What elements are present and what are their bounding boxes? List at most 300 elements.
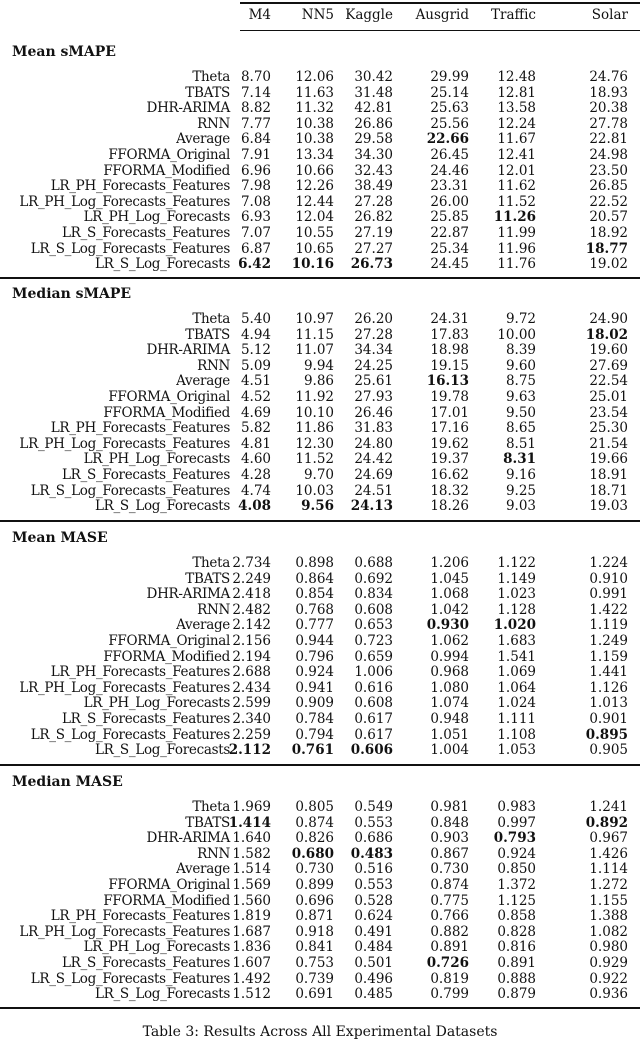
cell-solar: 0.991 bbox=[589, 586, 628, 603]
row-label: FFORMA_Modified bbox=[103, 892, 230, 909]
table-row bbox=[0, 209, 640, 225]
table-row bbox=[0, 971, 640, 987]
cell-kaggle: 0.834 bbox=[354, 586, 393, 603]
cell-traffic: 0.816 bbox=[497, 939, 536, 956]
cell-nn5: 9.56 bbox=[301, 498, 334, 515]
table-row bbox=[0, 436, 640, 452]
cell-nn5: 0.924 bbox=[295, 664, 334, 681]
row-label: DHR-ARIMA bbox=[146, 100, 230, 117]
cell-ausgrid: 1.074 bbox=[430, 695, 469, 712]
cell-nn5: 11.86 bbox=[295, 420, 334, 437]
cell-kaggle: 0.516 bbox=[354, 861, 393, 878]
cell-traffic: 0.924 bbox=[497, 845, 536, 862]
cell-kaggle: 27.28 bbox=[354, 193, 393, 210]
cell-kaggle: 0.608 bbox=[354, 695, 393, 712]
cell-m4: 1.514 bbox=[232, 861, 271, 878]
cell-traffic: 1.372 bbox=[497, 877, 536, 893]
table-row bbox=[0, 225, 640, 241]
cell-kaggle: 0.485 bbox=[354, 986, 393, 1003]
row-label: LR_PH_Log_Forecasts bbox=[83, 939, 230, 956]
cell-m4: 7.98 bbox=[240, 178, 271, 195]
cell-ausgrid: 0.882 bbox=[430, 923, 469, 940]
cell-solar: 1.388 bbox=[589, 908, 628, 925]
table-row bbox=[0, 69, 640, 85]
table-row bbox=[0, 342, 640, 358]
cell-ausgrid: 19.62 bbox=[430, 435, 469, 452]
row-label: LR_S_Log_Forecasts bbox=[94, 742, 230, 759]
table-row bbox=[0, 893, 640, 909]
cell-solar: 1.422 bbox=[589, 601, 628, 618]
table-row bbox=[0, 602, 640, 618]
table-row bbox=[0, 799, 640, 815]
cell-solar: 0.905 bbox=[589, 742, 628, 759]
cell-nn5: 12.04 bbox=[295, 209, 334, 226]
cell-ausgrid: 17.01 bbox=[430, 404, 469, 421]
cell-ausgrid: 25.34 bbox=[430, 240, 469, 257]
cell-m4: 2.734 bbox=[232, 555, 271, 571]
cell-ausgrid: 0.726 bbox=[426, 955, 469, 971]
cell-traffic: 9.63 bbox=[505, 389, 536, 405]
row-label: LR_S_Forecasts_Features bbox=[62, 955, 230, 971]
cell-nn5: 10.38 bbox=[295, 115, 334, 132]
cell-nn5: 10.97 bbox=[295, 311, 334, 327]
cell-m4: 8.70 bbox=[240, 69, 271, 85]
cell-ausgrid: 24.46 bbox=[430, 162, 469, 179]
cell-nn5: 10.16 bbox=[291, 256, 334, 273]
cell-kaggle: 31.83 bbox=[354, 420, 393, 437]
cell-m4: 1.512 bbox=[232, 986, 271, 1003]
row-label: LR_PH_Log_Forecasts_Features bbox=[19, 679, 230, 696]
cell-traffic: 11.67 bbox=[497, 131, 536, 148]
cell-traffic: 12.24 bbox=[497, 115, 536, 132]
row-label: LR_PH_Forecasts_Features bbox=[50, 908, 230, 925]
row-label: Theta bbox=[192, 311, 230, 327]
cell-traffic: 0.891 bbox=[497, 955, 536, 971]
cell-traffic: 1.108 bbox=[497, 726, 536, 743]
row-label: Theta bbox=[192, 799, 230, 815]
table-row bbox=[0, 358, 640, 374]
cell-m4: 1.640 bbox=[232, 830, 271, 847]
cell-kaggle: 26.86 bbox=[354, 115, 393, 132]
table-row bbox=[0, 986, 640, 1002]
row-label: RNN bbox=[197, 845, 230, 862]
cell-traffic: 8.51 bbox=[505, 435, 536, 452]
cell-nn5: 11.92 bbox=[295, 389, 334, 405]
row-label: LR_PH_Log_Forecasts bbox=[83, 209, 230, 226]
cell-ausgrid: 1.045 bbox=[430, 570, 469, 587]
table-row bbox=[0, 617, 640, 633]
cell-solar: 24.90 bbox=[589, 311, 628, 327]
row-label: FFORMA_Original bbox=[108, 389, 230, 405]
cell-kaggle: 0.549 bbox=[354, 799, 393, 815]
cell-solar: 22.54 bbox=[589, 373, 628, 390]
table-row bbox=[0, 680, 640, 696]
cell-nn5: 0.784 bbox=[295, 711, 334, 727]
cell-ausgrid: 0.994 bbox=[430, 648, 469, 665]
cell-solar: 23.54 bbox=[589, 404, 628, 421]
cell-ausgrid: 0.799 bbox=[430, 986, 469, 1003]
cell-solar: 1.249 bbox=[589, 633, 628, 649]
row-label: LR_PH_Log_Forecasts_Features bbox=[19, 923, 230, 940]
table-row bbox=[0, 420, 640, 436]
row-label: LR_S_Log_Forecasts_Features bbox=[30, 970, 230, 987]
cell-m4: 1.492 bbox=[232, 970, 271, 987]
cell-kaggle: 27.93 bbox=[354, 389, 393, 405]
cell-nn5: 12.44 bbox=[295, 193, 334, 210]
cell-kaggle: 0.686 bbox=[354, 830, 393, 847]
header-rule bbox=[240, 30, 640, 31]
table-row bbox=[0, 483, 640, 499]
cell-traffic: 9.60 bbox=[505, 357, 536, 374]
cell-m4: 4.81 bbox=[240, 435, 271, 452]
table-row bbox=[0, 924, 640, 940]
cell-m4: 2.259 bbox=[232, 726, 271, 743]
cell-solar: 18.71 bbox=[589, 482, 628, 499]
cell-nn5: 0.854 bbox=[295, 586, 334, 603]
cell-nn5: 12.30 bbox=[295, 435, 334, 452]
cell-kaggle: 26.20 bbox=[354, 311, 393, 327]
cell-traffic: 1.069 bbox=[497, 664, 536, 681]
table-row bbox=[0, 85, 640, 101]
cell-traffic: 9.16 bbox=[505, 467, 536, 483]
cell-traffic: 0.858 bbox=[497, 908, 536, 925]
row-label: LR_S_Log_Forecasts_Features bbox=[30, 482, 230, 499]
cell-solar: 1.155 bbox=[589, 892, 628, 909]
cell-m4: 6.42 bbox=[238, 256, 271, 273]
table-row bbox=[0, 131, 640, 147]
cell-solar: 1.082 bbox=[589, 923, 628, 940]
cell-m4: 4.51 bbox=[240, 373, 271, 390]
cell-m4: 2.194 bbox=[232, 648, 271, 665]
cell-traffic: 11.96 bbox=[497, 240, 536, 257]
cell-solar: 0.967 bbox=[589, 830, 628, 847]
row-label: FFORMA_Original bbox=[108, 147, 230, 163]
table-row bbox=[0, 116, 640, 132]
cell-nn5: 0.898 bbox=[295, 555, 334, 571]
cell-kaggle: 0.616 bbox=[354, 679, 393, 696]
table-row bbox=[0, 727, 640, 743]
cell-ausgrid: 0.766 bbox=[430, 908, 469, 925]
cell-traffic: 1.125 bbox=[497, 892, 536, 909]
cell-nn5: 13.34 bbox=[295, 147, 334, 163]
cell-solar: 1.126 bbox=[589, 679, 628, 696]
cell-kaggle: 25.61 bbox=[354, 373, 393, 390]
cell-solar: 0.980 bbox=[589, 939, 628, 956]
table-row bbox=[0, 194, 640, 210]
row-label: RNN bbox=[197, 601, 230, 618]
cell-solar: 1.441 bbox=[589, 664, 628, 681]
cell-nn5: 0.739 bbox=[295, 970, 334, 987]
cell-traffic: 1.023 bbox=[497, 586, 536, 603]
cell-ausgrid: 0.874 bbox=[430, 877, 469, 893]
cell-nn5: 11.63 bbox=[295, 84, 334, 101]
cell-m4: 2.434 bbox=[232, 679, 271, 696]
cell-ausgrid: 24.31 bbox=[430, 311, 469, 327]
cell-m4: 1.582 bbox=[232, 845, 271, 862]
cell-ausgrid: 0.948 bbox=[430, 711, 469, 727]
cell-m4: 6.87 bbox=[240, 240, 271, 257]
cell-ausgrid: 18.26 bbox=[430, 498, 469, 515]
cell-traffic: 12.48 bbox=[497, 69, 536, 85]
cell-m4: 2.482 bbox=[232, 601, 271, 618]
cell-solar: 0.895 bbox=[585, 726, 628, 743]
cell-ausgrid: 25.85 bbox=[430, 209, 469, 226]
table-row bbox=[0, 861, 640, 877]
cell-kaggle: 27.27 bbox=[354, 240, 393, 257]
cell-kaggle: 0.617 bbox=[354, 711, 393, 727]
cell-solar: 1.241 bbox=[589, 799, 628, 815]
cell-nn5: 0.826 bbox=[295, 830, 334, 847]
cell-m4: 7.91 bbox=[240, 147, 271, 163]
cell-ausgrid: 0.981 bbox=[430, 799, 469, 815]
row-label: FFORMA_Modified bbox=[103, 648, 230, 665]
cell-ausgrid: 0.968 bbox=[430, 664, 469, 681]
cell-kaggle: 30.42 bbox=[354, 69, 393, 85]
cell-ausgrid: 1.042 bbox=[430, 601, 469, 618]
top-rule bbox=[240, 2, 640, 4]
table-caption: Table 3: Results Across All Experimental Datasets bbox=[142, 1024, 498, 1040]
cell-traffic: 1.149 bbox=[497, 570, 536, 587]
cell-kaggle: 26.73 bbox=[350, 256, 393, 273]
cell-solar: 22.52 bbox=[589, 193, 628, 210]
cell-kaggle: 27.28 bbox=[354, 326, 393, 343]
cell-traffic: 10.00 bbox=[497, 326, 536, 343]
cell-traffic: 1.128 bbox=[497, 601, 536, 618]
table-row bbox=[0, 389, 640, 405]
cell-m4: 6.93 bbox=[240, 209, 271, 226]
cell-m4: 4.60 bbox=[240, 451, 271, 468]
cell-kaggle: 0.553 bbox=[354, 814, 393, 831]
cell-traffic: 1.020 bbox=[493, 617, 536, 634]
cell-kaggle: 26.82 bbox=[354, 209, 393, 226]
cell-kaggle: 0.501 bbox=[354, 955, 393, 971]
cell-m4: 4.08 bbox=[238, 498, 271, 515]
table-row bbox=[0, 100, 640, 116]
cell-m4: 6.96 bbox=[240, 162, 271, 179]
table-row bbox=[0, 241, 640, 257]
cell-traffic: 0.879 bbox=[497, 986, 536, 1003]
cell-m4: 4.52 bbox=[240, 389, 271, 405]
cell-solar: 25.30 bbox=[589, 420, 628, 437]
row-label: Average bbox=[176, 861, 230, 878]
cell-ausgrid: 22.87 bbox=[430, 225, 469, 241]
cell-kaggle: 1.006 bbox=[354, 664, 393, 681]
table-row bbox=[0, 830, 640, 846]
cell-m4: 2.249 bbox=[232, 570, 271, 587]
cell-m4: 2.418 bbox=[232, 586, 271, 603]
cell-kaggle: 38.49 bbox=[354, 178, 393, 195]
cell-m4: 5.40 bbox=[240, 311, 271, 327]
cell-solar: 18.91 bbox=[589, 467, 628, 483]
cell-nn5: 11.32 bbox=[295, 100, 334, 117]
cell-kaggle: 0.528 bbox=[354, 892, 393, 909]
cell-solar: 19.03 bbox=[589, 498, 628, 515]
cell-solar: 1.013 bbox=[589, 695, 628, 712]
cell-ausgrid: 1.080 bbox=[430, 679, 469, 696]
cell-ausgrid: 19.37 bbox=[430, 451, 469, 468]
row-label: DHR-ARIMA bbox=[146, 342, 230, 359]
cell-nn5: 0.768 bbox=[295, 601, 334, 618]
cell-ausgrid: 1.068 bbox=[430, 586, 469, 603]
cell-solar: 23.50 bbox=[589, 162, 628, 179]
section-rule bbox=[0, 764, 640, 766]
cell-nn5: 0.805 bbox=[295, 799, 334, 815]
column-header-ausgrid: Ausgrid bbox=[415, 7, 469, 23]
cell-solar: 0.901 bbox=[589, 711, 628, 727]
cell-solar: 0.936 bbox=[589, 986, 628, 1003]
table-row bbox=[0, 877, 640, 893]
table-row bbox=[0, 649, 640, 665]
cell-ausgrid: 19.15 bbox=[430, 357, 469, 374]
cell-m4: 1.687 bbox=[232, 923, 271, 940]
cell-ausgrid: 16.62 bbox=[430, 467, 469, 483]
cell-m4: 1.569 bbox=[232, 877, 271, 893]
cell-traffic: 13.58 bbox=[497, 100, 536, 117]
cell-ausgrid: 0.819 bbox=[430, 970, 469, 987]
cell-traffic: 9.03 bbox=[505, 498, 536, 515]
cell-traffic: 9.25 bbox=[505, 482, 536, 499]
row-label: TBATS bbox=[185, 814, 230, 831]
row-label: RNN bbox=[197, 357, 230, 374]
cell-solar: 18.93 bbox=[589, 84, 628, 101]
cell-kaggle: 24.80 bbox=[354, 435, 393, 452]
row-label: Average bbox=[176, 131, 230, 148]
cell-solar: 18.92 bbox=[589, 225, 628, 241]
table-row bbox=[0, 633, 640, 649]
row-label: LR_PH_Log_Forecasts bbox=[83, 695, 230, 712]
cell-ausgrid: 1.062 bbox=[430, 633, 469, 649]
cell-solar: 0.910 bbox=[589, 570, 628, 587]
cell-m4: 2.112 bbox=[228, 742, 271, 759]
cell-nn5: 0.918 bbox=[295, 923, 334, 940]
row-label: TBATS bbox=[185, 84, 230, 101]
cell-m4: 7.07 bbox=[240, 225, 271, 241]
row-label: LR_S_Log_Forecasts_Features bbox=[30, 240, 230, 257]
cell-m4: 7.77 bbox=[240, 115, 271, 132]
row-label: LR_S_Forecasts_Features bbox=[62, 225, 230, 241]
cell-kaggle: 34.34 bbox=[354, 342, 393, 359]
cell-ausgrid: 0.867 bbox=[430, 845, 469, 862]
row-label: DHR-ARIMA bbox=[146, 830, 230, 847]
cell-kaggle: 0.483 bbox=[350, 845, 393, 862]
cell-m4: 2.599 bbox=[232, 695, 271, 712]
row-label: DHR-ARIMA bbox=[146, 586, 230, 603]
table-row bbox=[0, 327, 640, 343]
row-label: LR_PH_Log_Forecasts_Features bbox=[19, 193, 230, 210]
cell-m4: 2.688 bbox=[232, 664, 271, 681]
cell-ausgrid: 0.848 bbox=[430, 814, 469, 831]
cell-m4: 8.82 bbox=[240, 100, 271, 117]
section-title: Median MASE bbox=[12, 774, 123, 790]
cell-ausgrid: 16.13 bbox=[426, 373, 469, 390]
column-header-m4: M4 bbox=[248, 7, 271, 23]
cell-kaggle: 27.19 bbox=[354, 225, 393, 241]
cell-traffic: 8.65 bbox=[505, 420, 536, 437]
cell-ausgrid: 0.891 bbox=[430, 939, 469, 956]
cell-traffic: 11.62 bbox=[497, 178, 536, 195]
table-row bbox=[0, 711, 640, 727]
cell-m4: 4.69 bbox=[240, 404, 271, 421]
cell-m4: 1.836 bbox=[232, 939, 271, 956]
cell-ausgrid: 0.903 bbox=[430, 830, 469, 847]
cell-nn5: 0.696 bbox=[295, 892, 334, 909]
row-label: LR_PH_Forecasts_Features bbox=[50, 420, 230, 437]
cell-traffic: 11.99 bbox=[497, 225, 536, 241]
column-header-kaggle: Kaggle bbox=[345, 7, 393, 23]
cell-nn5: 9.86 bbox=[303, 373, 334, 390]
row-label: TBATS bbox=[185, 326, 230, 343]
cell-nn5: 11.52 bbox=[295, 451, 334, 468]
cell-m4: 1.560 bbox=[232, 892, 271, 909]
table-row bbox=[0, 939, 640, 955]
table-row bbox=[0, 555, 640, 571]
cell-ausgrid: 25.63 bbox=[430, 100, 469, 117]
cell-traffic: 0.983 bbox=[497, 799, 536, 815]
cell-kaggle: 0.653 bbox=[354, 617, 393, 634]
row-label: TBATS bbox=[185, 570, 230, 587]
column-header-nn5: NN5 bbox=[301, 7, 334, 23]
cell-nn5: 0.730 bbox=[295, 861, 334, 878]
cell-traffic: 12.81 bbox=[497, 84, 536, 101]
cell-nn5: 0.794 bbox=[295, 726, 334, 743]
cell-ausgrid: 25.14 bbox=[430, 84, 469, 101]
cell-ausgrid: 0.775 bbox=[430, 892, 469, 909]
cell-solar: 26.85 bbox=[589, 178, 628, 195]
cell-kaggle: 24.51 bbox=[354, 482, 393, 499]
cell-kaggle: 0.723 bbox=[354, 633, 393, 649]
table-row bbox=[0, 451, 640, 467]
table-row bbox=[0, 664, 640, 680]
section-rule bbox=[0, 520, 640, 522]
cell-nn5: 0.871 bbox=[295, 908, 334, 925]
cell-nn5: 0.777 bbox=[295, 617, 334, 634]
cell-ausgrid: 18.32 bbox=[430, 482, 469, 499]
table-row bbox=[0, 815, 640, 831]
cell-solar: 19.02 bbox=[589, 256, 628, 273]
table-row bbox=[0, 742, 640, 758]
cell-ausgrid: 1.051 bbox=[430, 726, 469, 743]
cell-nn5: 0.753 bbox=[295, 955, 334, 971]
cell-ausgrid: 23.31 bbox=[430, 178, 469, 195]
row-label: LR_S_Log_Forecasts bbox=[94, 498, 230, 515]
cell-ausgrid: 29.99 bbox=[430, 69, 469, 85]
cell-kaggle: 24.42 bbox=[354, 451, 393, 468]
cell-m4: 5.82 bbox=[240, 420, 271, 437]
section-title: Mean MASE bbox=[12, 530, 108, 546]
table-row bbox=[0, 467, 640, 483]
cell-ausgrid: 19.78 bbox=[430, 389, 469, 405]
cell-kaggle: 0.484 bbox=[354, 939, 393, 956]
cell-nn5: 0.796 bbox=[295, 648, 334, 665]
cell-traffic: 12.41 bbox=[497, 147, 536, 163]
table-row bbox=[0, 373, 640, 389]
cell-ausgrid: 0.730 bbox=[430, 861, 469, 878]
row-label: FFORMA_Original bbox=[108, 633, 230, 649]
cell-m4: 2.142 bbox=[232, 617, 271, 634]
cell-m4: 6.84 bbox=[240, 131, 271, 148]
cell-solar: 1.159 bbox=[589, 648, 628, 665]
cell-kaggle: 24.69 bbox=[354, 467, 393, 483]
row-label: FFORMA_Modified bbox=[103, 162, 230, 179]
row-label: Theta bbox=[192, 69, 230, 85]
cell-solar: 24.98 bbox=[589, 147, 628, 163]
cell-kaggle: 0.491 bbox=[354, 923, 393, 940]
cell-traffic: 9.50 bbox=[505, 404, 536, 421]
table-row bbox=[0, 498, 640, 514]
row-label: LR_PH_Forecasts_Features bbox=[50, 664, 230, 681]
cell-solar: 0.929 bbox=[589, 955, 628, 971]
row-label: Theta bbox=[192, 555, 230, 571]
